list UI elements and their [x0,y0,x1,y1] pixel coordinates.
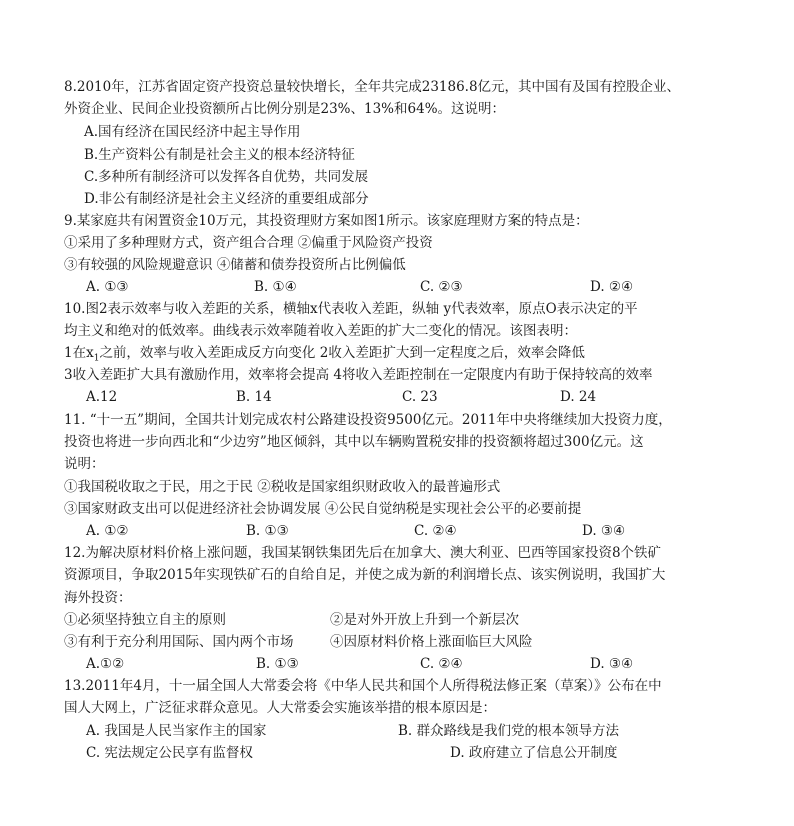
question-10-stem-line-1: 10.图2表示效率与收入差距的关系，横轴x代表收入差距，纵轴 y代表效率，原点O表示决定的平 [64,301,638,317]
question-12-option-c: C. ②④ [420,656,463,672]
question-10-item1-post: 之前，效率与收入差距成反方向变化 2收入差距扩大到一定程度之后，效率会降低 [99,345,585,361]
question-10-item-line-2: 3收入差距扩大具有激励作用，效率将会提高 4将收入差距控制在一定限度内有助于保持较高的效率 [64,367,653,383]
question-13-option-c: C. 宪法规定公民享有监督权 [86,745,253,761]
question-12-item-3: ③有利于充分利用国际、国内两个市场 [64,634,294,650]
question-8-stem-line-2: 外资企业、民间企业投资额所占比例分别是23%、13%和64%。这说明： [64,101,506,117]
question-11-stem-line-3: 说明： [64,456,105,472]
question-10-option-a: A.12 [86,389,118,405]
question-11-stem-line-2: 投资也将进一步向西北和“少边穷”地区倾斜，其中以车辆购置税安排的投资额将超过300亿元。这 [64,434,644,450]
question-13-option-b: B. 群众路线是我们党的根本领导方法 [398,723,620,739]
question-11-stem-line-1: 11. “十一五”期间，全国共计划完成农村公路建设投资9500亿元。2011年中央将继续加大投资力度， [64,412,672,428]
question-12-stem-line-1: 12.为解决原材料价格上涨问题，我国某钢铁集团先后在加拿大、澳大利亚、巴西等国家投资8个铁矿 [64,545,662,561]
question-9-option-b: B. ①④ [254,279,297,295]
question-11-option-c: C. ②④ [414,523,457,539]
question-10-stem-line-2: 均主义和绝对的低效率。曲线表示效率随着收入差距的扩大二变化的情况。该图表明： [64,323,577,339]
question-10-option-d: D. 24 [560,389,597,405]
question-10-item1-subscript: 1 [93,353,100,364]
question-12-item-4: ④因原材料价格上涨面临巨大风险 [330,634,533,650]
question-9-item-line-2: ③有较强的风险规避意识 ④储蓄和债券投资所占比例偏低 [64,257,406,273]
question-8-option-d: D.非公有制经济是社会主义经济的重要组成部分 [84,191,369,207]
question-8-option-a: A.国有经济在国民经济中起主导作用 [84,124,301,140]
question-8-option-c: C.多种所有制经济可以发挥各自优势，共同发展 [84,169,369,185]
question-12-stem-line-3: 海外投资： [64,590,132,606]
question-11-option-b: B. ①③ [246,523,289,539]
question-11-item-line-2: ③国家财政支出可以促进经济社会协调发展 ④公民自觉纳税是实现社会公平的必要前提 [64,501,582,517]
question-9-item-line-1: ①采用了多种理财方式，资产组合合理 ②偏重于风险资产投资 [64,235,433,251]
question-13-stem-line-2: 国人大网上，广泛征求群众意见。人大常委会实施该举措的根本原因是： [64,700,496,716]
question-11-option-a: A. ①② [86,523,129,539]
question-12-option-a: A.①② [86,656,125,672]
question-12-option-b: B. ①③ [256,656,299,672]
question-10-option-c: C. 23 [402,389,438,405]
question-13-option-d: D. 政府建立了信息公开制度 [450,745,618,761]
question-10-option-b: B. 14 [236,389,272,405]
question-13-option-a: A. 我国是人民当家作主的国家 [86,723,267,739]
question-12-item-2: ②是对外开放上升到一个新层次 [330,612,519,628]
question-9-option-a: A. ①③ [86,279,129,295]
question-11-item-line-1: ①我国税收取之于民，用之于民 ②税收是国家组织财政收入的最普遍形式 [64,479,501,495]
question-10-item1-pre: 1在x [64,345,94,361]
question-12-stem-line-2: 资源项目，争取2015年实现铁矿石的自给自足，并使之成为新的利润增长点、该实例说明，我国扩大 [64,567,666,583]
question-8-option-b: B.生产资料公有制是社会主义的根本经济特征 [84,147,355,163]
question-11-option-d: D. ③④ [582,523,626,539]
question-9-stem: 9.某家庭共有闲置资金10万元，其投资理财方案如图1所示。该家庭理财方案的特点是： [64,213,589,229]
question-12-item-1: ①必须坚持独立自主的原则 [64,612,226,628]
question-10-item-line-1 [64,342,585,364]
question-13-stem-line-1: 13.2011年4月，十一届全国人大常委会将《中华人民共和国个人所得税法修正案（草案）》公布在中 [64,678,662,694]
question-12-option-d: D. ③④ [590,656,634,672]
question-8-stem-line-1: 8.2010年，江苏省固定资产投资总量较快增长，全年共完成23186.8亿元，其中国有及国有控股企业、 [64,79,681,95]
question-9-option-c: C. ②③ [420,279,463,295]
question-9-option-d: D. ②④ [590,279,634,295]
